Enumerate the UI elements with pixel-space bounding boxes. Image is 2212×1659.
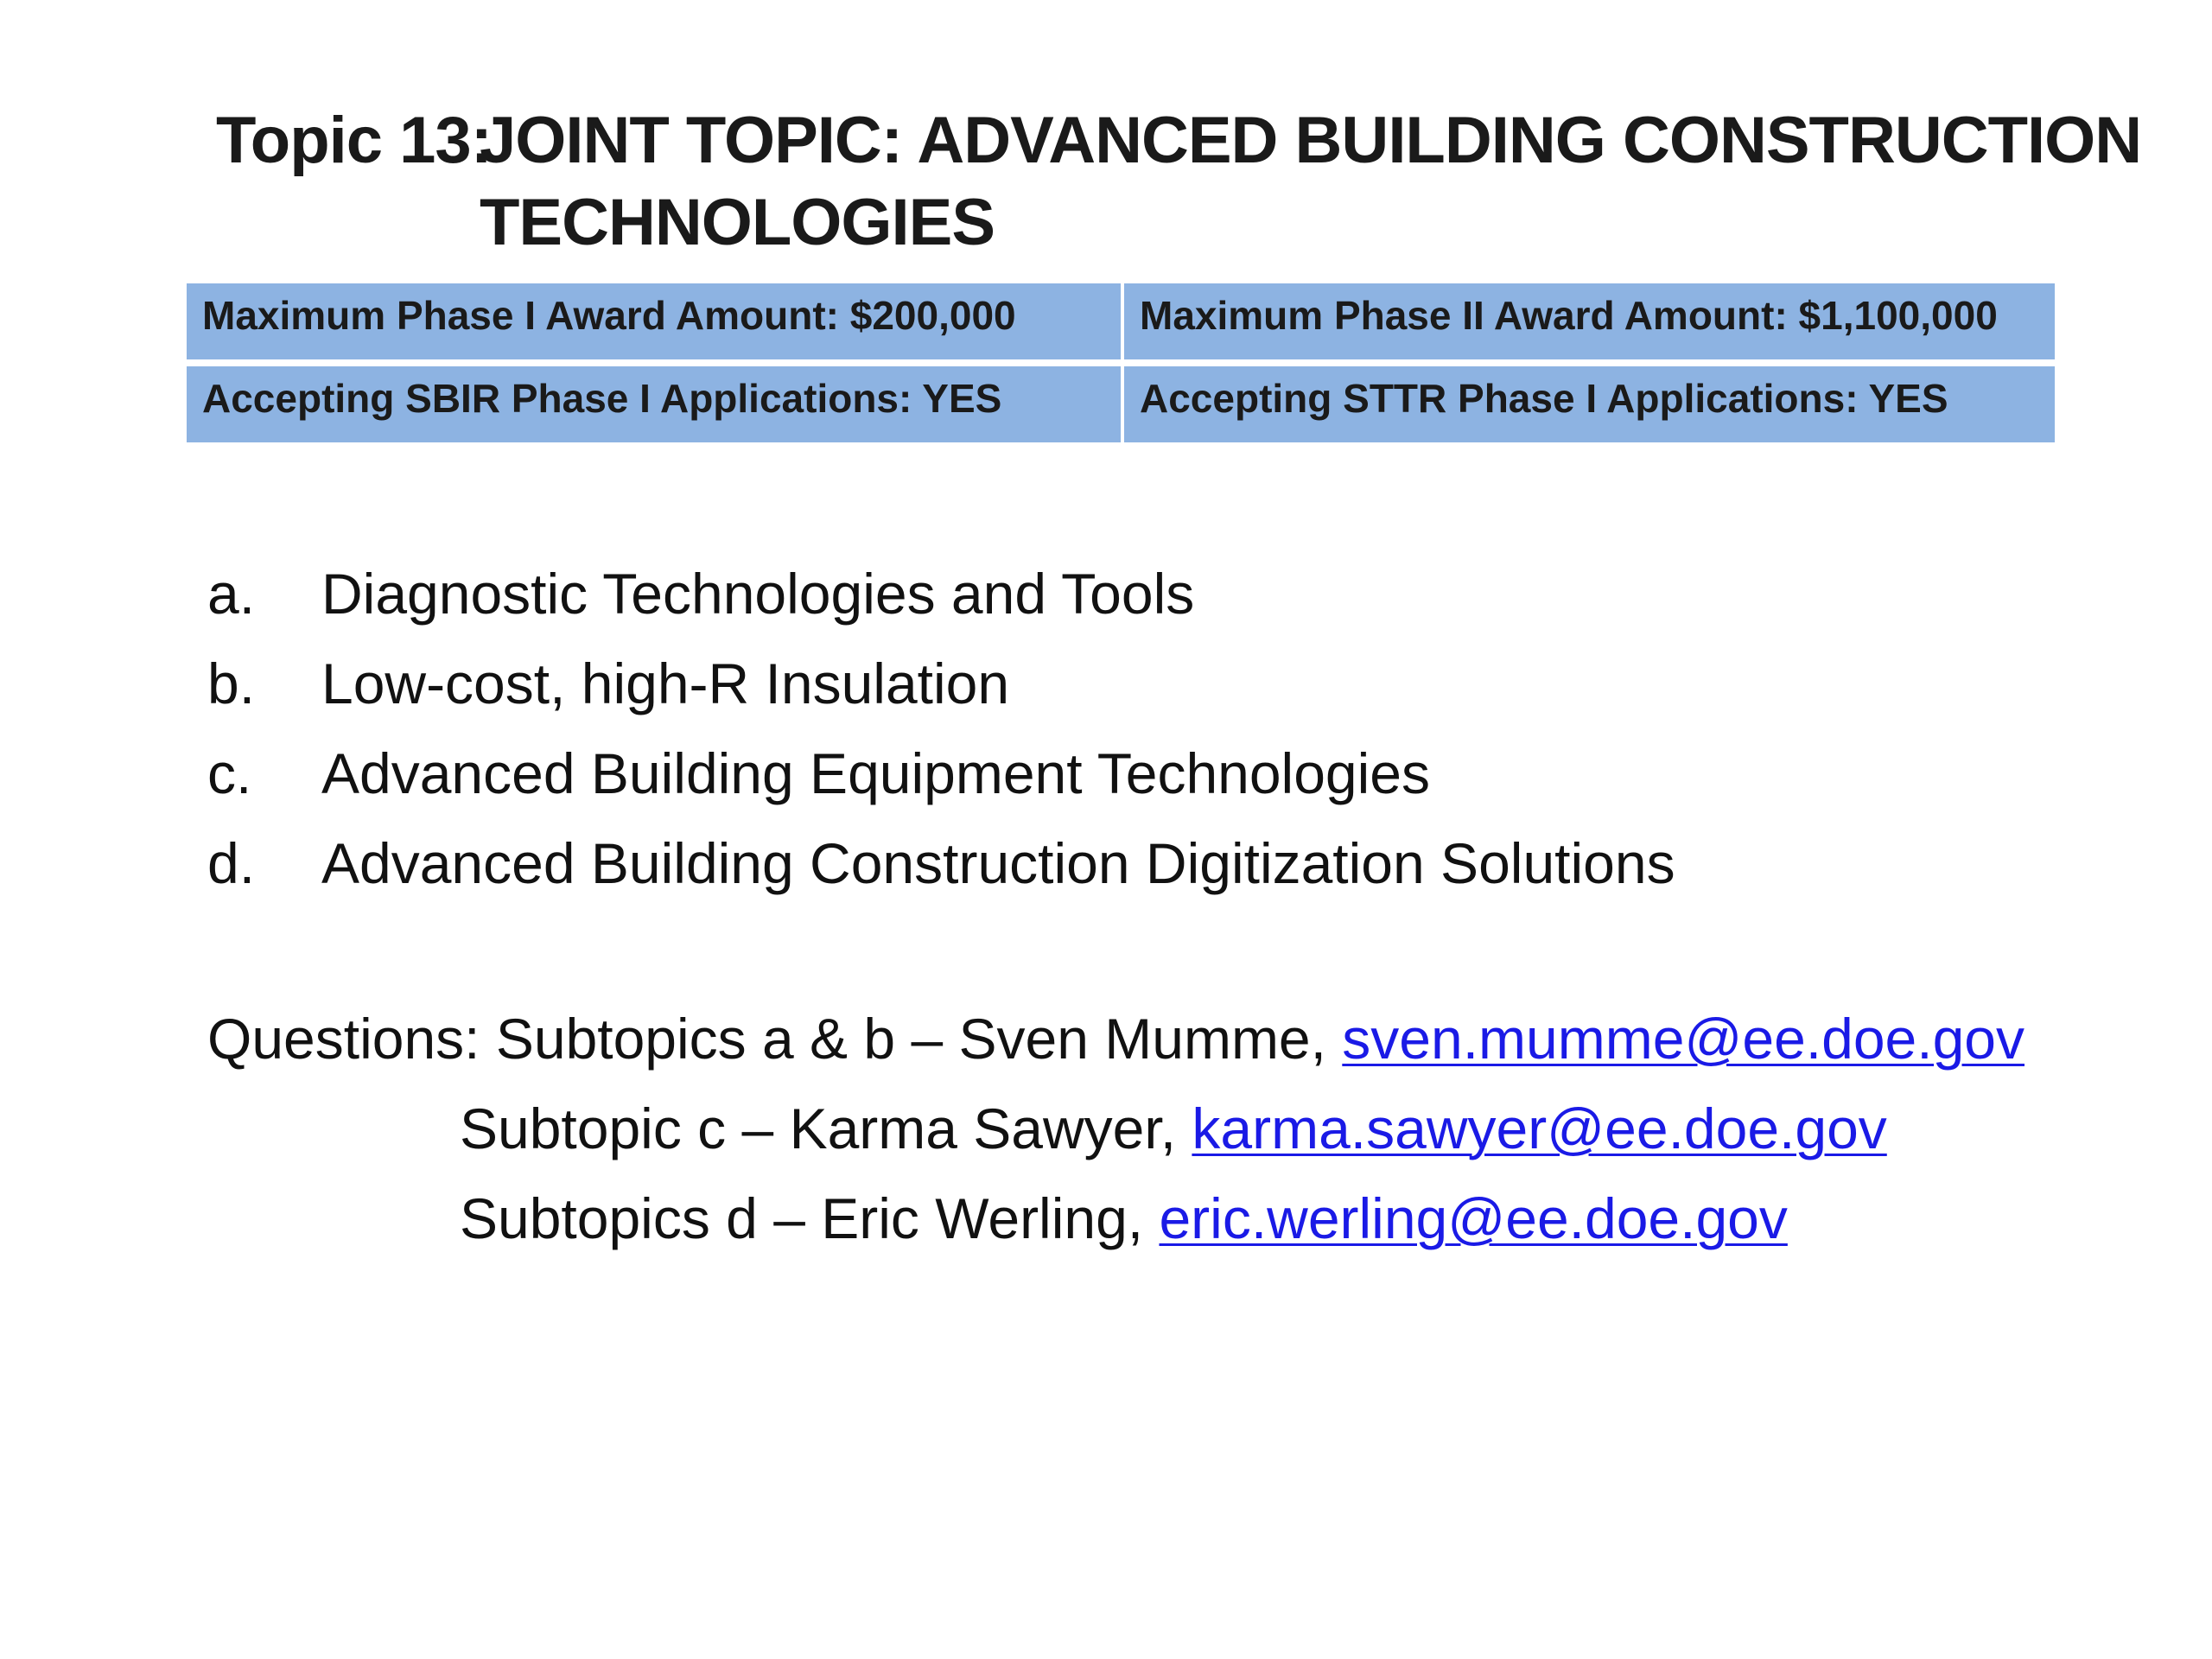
phase-1-award-amount: Maximum Phase I Award Amount: $200,000 xyxy=(187,283,1121,359)
subtopic-letter: d. xyxy=(207,831,256,895)
contact-text: Subtopics d – Eric Werling, xyxy=(460,1186,1160,1250)
subtopic-letter: a. xyxy=(207,562,256,626)
topic-number: Topic 13: xyxy=(216,104,492,177)
contact-email-link[interactable]: sven.mumme@ee.doe.gov xyxy=(1342,1007,2025,1071)
subtopic-letter: c. xyxy=(207,741,252,805)
subtopic-list xyxy=(207,549,1675,908)
award-table-row xyxy=(187,283,2055,359)
contact-text: Questions: Subtopics a & b – Sven Mumme, xyxy=(207,1007,1343,1071)
question-contact-line xyxy=(207,1173,2024,1263)
question-contact-line xyxy=(207,994,2024,1084)
phase-2-award-amount: Maximum Phase II Award Amount: $1,100,000 xyxy=(1121,283,2055,359)
award-table-row xyxy=(187,366,2055,442)
subtopic-item xyxy=(207,818,1675,908)
contact-email-link[interactable]: karma.sawyer@ee.doe.gov xyxy=(1192,1096,1887,1160)
subtopic-label: Low-cost, high-R Insulation xyxy=(321,652,1010,715)
contact-email-link[interactable]: eric.werling@ee.doe.gov xyxy=(1159,1186,1788,1250)
contact-text: Subtopic c – Karma Sawyer, xyxy=(460,1096,1192,1160)
subtopic-label: Advanced Building Equipment Technologies xyxy=(321,741,1431,805)
sttr-phase-1-status: Accepting STTR Phase I Applications: YES xyxy=(1121,366,2055,442)
subtopic-label: Advanced Building Construction Digitization Solutions xyxy=(321,831,1675,895)
subtopic-label: Diagnostic Technologies and Tools xyxy=(321,562,1195,626)
subtopic-item xyxy=(207,728,1675,818)
topic-title-line-2: TECHNOLOGIES xyxy=(480,186,995,259)
topic-title-line-1: JOINT TOPIC: ADVANCED BUILDING CONSTRUCTION xyxy=(480,104,2142,177)
award-info-table xyxy=(187,283,2055,442)
subtopic-letter: b. xyxy=(207,652,256,715)
sbir-phase-1-status: Accepting SBIR Phase I Applications: YES xyxy=(187,366,1121,442)
questions-section xyxy=(207,994,2024,1263)
question-contact-line xyxy=(207,1084,2024,1173)
subtopic-item xyxy=(207,549,1675,639)
topic-title xyxy=(480,99,2141,264)
subtopic-item xyxy=(207,639,1675,728)
